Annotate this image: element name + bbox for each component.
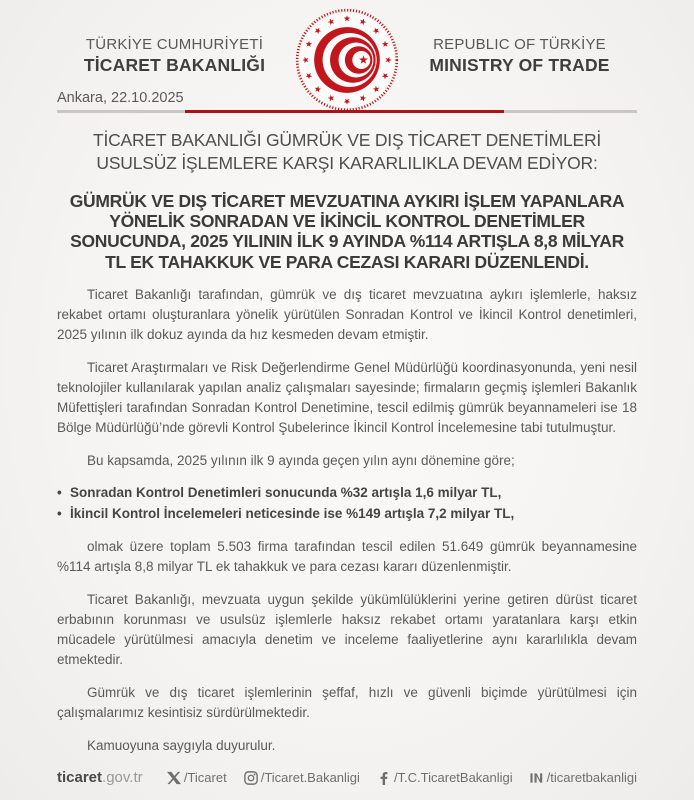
closing-line: Kamuoyuna saygıyla duyurulur.	[87, 738, 276, 754]
social-handle-linkedin: /ticaretbakanligi	[546, 770, 637, 785]
ministry-of-trade-logo-icon	[294, 7, 400, 113]
social-link-linkedin[interactable]	[530, 770, 637, 785]
bullet-sonradan-kontrol: • Sonradan Kontrol Denetimleri sonucunda %32 artışla 1,6 milyar TL,	[57, 483, 637, 504]
divider-red-segment	[185, 110, 504, 113]
social-handle-x: /Ticaret	[183, 770, 227, 785]
paragraph-1: Ticaret Bakanlığı tarafından, gümrük ve dış ticaret mevzuatına aykırı işlemlerle, haksız rekabet ortamı oluşturanlara yönelik yürütülen Sonradan Kontrol ve İkincil Kontrol denetimleri, 2025 yılının ilk dokuz ayında da hız kesmeden devam etmiştir.	[57, 286, 637, 342]
social-links	[167, 770, 637, 785]
press-release-body	[0, 129, 694, 757]
facebook-icon	[377, 771, 391, 785]
divider-line	[57, 110, 637, 113]
bullet-ikincil-kontrol: • İkincil Kontrol İncelemeleri neticesinde ise %149 artışla 7,2 milyar TL,	[57, 504, 637, 525]
x-icon	[167, 771, 181, 785]
instagram-icon	[244, 771, 258, 785]
ministry-name-tr	[72, 36, 277, 76]
header	[0, 0, 694, 113]
dateline: Ankara, 22.10.2025	[57, 90, 184, 106]
paragraph-3: Bu kapsamda, 2025 yılının ilk 9 ayında geçen yılın aynı dönemine göre;	[87, 452, 515, 468]
result-bullet-list	[57, 483, 637, 525]
paragraph-4: olmak üzere toplam 5.503 firma tarafından tescil edilen 51.649 gümrük beyannamesine %114 artışla 8,8 milyar TL ek tahakkuk ve para cezası kararı düzenlenmiştir.	[57, 539, 637, 575]
social-link-x[interactable]	[167, 770, 227, 785]
paragraph-6: Gümrük ve dış ticaret işlemlerinin şeffaf, hızlı ve güvenli biçimde yürütülmesi için çalışmalarımız kesintisiz sürdürülmektedir.	[57, 685, 637, 721]
press-headline: GÜMRÜK VE DIŞ TİCARET MEVZUATINA AYKIRI İŞLEM YAPANLARA YÖNELİK SONRADAN VE İKİNCİL KONTROL DENETİMLER SONUCUNDA, 2025 YILININ İLK 9 AYINDA %114 ARTIŞLA 8,8 MİLYAR TL EK TAHAKKUK VE PARA CEZASI KARARI DÜZENLENDİ.	[69, 190, 625, 272]
ministry-name-en-line1: REPUBLIC OF TÜRKİYE	[433, 36, 606, 53]
linkedin-icon	[530, 771, 544, 785]
social-handle-facebook: /T.C.TicaretBakanligi	[393, 770, 513, 785]
website-link[interactable]	[57, 769, 143, 786]
website-link-bold: ticaret	[57, 769, 103, 786]
social-link-facebook[interactable]	[377, 770, 513, 785]
paragraph-5: Ticaret Bakanlığı, mevzuata uygun şekilde yükümlülüklerini yerine getiren dürüst ticaret erbabının korunması ve usulsüz işlemlerle haksız rekabet ortamı yaratanlara karşı etkin mücadele yürütülmesi amacıyla denetim ve inceleme faaliyetlerine aynı kararlılıkla devam etmektedir.	[57, 592, 637, 668]
ministry-name-tr-line1: TÜRKİYE CUMHURİYETİ	[85, 36, 264, 53]
social-link-instagram[interactable]	[244, 770, 360, 785]
press-title: TİCARET BAKANLIĞI GÜMRÜK VE DIŞ TİCARET DENETİMLERİ USULSÜZ İŞLEMLERE KARŞI KARARLILIKLA DEVAM EDİYOR:	[92, 129, 602, 173]
ministry-name-tr-line2: TİCARET BAKANLIĞI	[83, 55, 266, 75]
social-handle-instagram: /Ticaret.Bakanligi	[260, 770, 360, 785]
website-link-rest: .gov.tr	[102, 769, 143, 786]
ministry-name-en	[417, 36, 622, 76]
footer	[57, 769, 637, 786]
paragraph-2: Ticaret Araştırmaları ve Risk Değerlendirme Genel Müdürlüğü koordinasyonunda, yeni nesil teknolojiler kullanılarak yapılan analiz çalışmaları sayesinde; firmaların geçmiş işlemleri Bakanlık Müfettişleri tarafından Sonradan Kontrol Denetimine, tescil edilmiş gümrük beyannameleri ise 18 Bölge Müdürlüğü’nde görevli Kontrol Şubelerince İkincil Kontrol İncelemesine tabi tutulmuştur.	[57, 359, 637, 435]
ministry-name-en-line2: MINISTRY OF TRADE	[429, 55, 610, 75]
